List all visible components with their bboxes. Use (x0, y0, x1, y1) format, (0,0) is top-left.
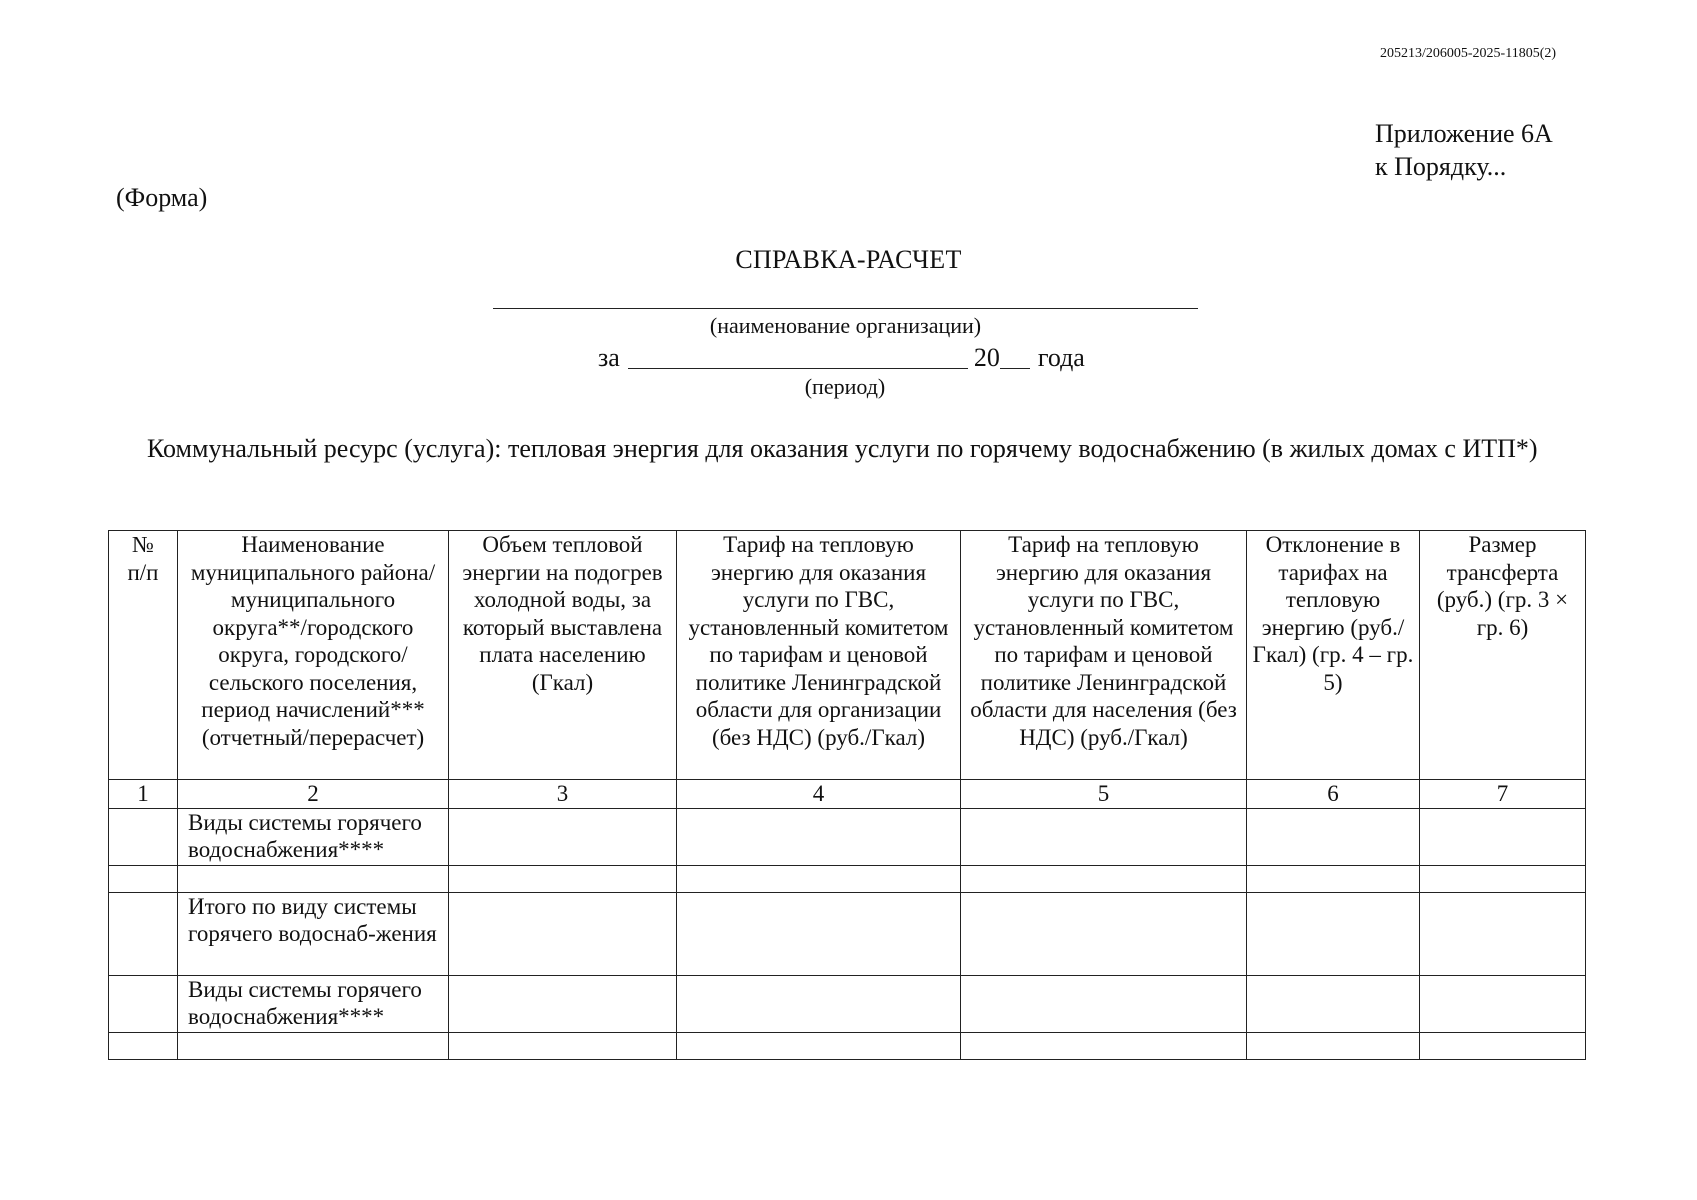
table-cell (449, 808, 677, 865)
table-cell (961, 808, 1247, 865)
column-number: 2 (178, 780, 449, 809)
period-row (598, 342, 1085, 373)
header-text: Размер трансферта (руб.) (гр. 3 × гр. 6) (1436, 532, 1569, 640)
table-row (109, 892, 1586, 975)
table-cell (449, 1032, 677, 1059)
table-row (109, 865, 1586, 892)
table-cell (1247, 892, 1420, 975)
organization-blank-line (493, 308, 1198, 309)
period-blank-line (628, 342, 968, 369)
row-label: Итого по виду системы горячего водоснаб-жения (178, 892, 449, 975)
table-cell (1420, 975, 1586, 1032)
table-cell (449, 975, 677, 1032)
header-cell (109, 531, 178, 780)
page-title (0, 245, 1697, 275)
column-number: 5 (961, 780, 1247, 809)
table-cell (1420, 892, 1586, 975)
column-number: 6 (1247, 780, 1420, 809)
header-cell (1420, 531, 1586, 780)
table-cell (1420, 808, 1586, 865)
table-row (109, 1032, 1586, 1059)
table-cell (109, 975, 178, 1032)
column-number: 7 (1420, 780, 1586, 809)
header-text: Отклонение в тарифах на тепловую энергию (руб./Гкал) (гр. 4 – гр. 5) (1252, 532, 1414, 695)
appendix-reference (1375, 117, 1553, 183)
header-cell (961, 531, 1247, 780)
column-number: 4 (677, 780, 961, 809)
year-prefix: 20 (973, 343, 1000, 372)
period-prefix: за (598, 343, 620, 372)
period-caption: (период) (804, 374, 886, 399)
header-text: Тариф на тепловую энергию для оказания услуги по ГВС, установленный комитетом по тарифам и ценовой политике Ленинградской области для населения (без НДС) (руб./Гкал) (970, 532, 1237, 750)
row-label: Виды системы горячего водоснабжения**** (178, 808, 449, 865)
table-cell (109, 892, 178, 975)
organization-caption: (наименование организации) (709, 313, 982, 338)
table-cell (1247, 808, 1420, 865)
header-cell (449, 531, 677, 780)
row-label: Виды системы горячего водоснабжения**** (178, 975, 449, 1032)
year-blank-line (1000, 342, 1030, 369)
table-header-row (109, 531, 1586, 780)
table-cell (961, 1032, 1247, 1059)
table-cell (677, 892, 961, 975)
document-id: 205213/206005-2025-11805(2) (1380, 46, 1557, 61)
table-cell (449, 892, 677, 975)
appendix-line-2: к Порядку... (1375, 152, 1507, 181)
table-cell (961, 892, 1247, 975)
table-cell (677, 865, 961, 892)
row-label (178, 1032, 449, 1059)
header-text: Наименование муниципального района/муниципального округа**/городского округа, городского/ сельского поселения, период начислений*** (отчетный/перерасчет) (190, 532, 436, 750)
period-suffix: года (1037, 343, 1085, 372)
table-cell (109, 865, 178, 892)
column-number: 3 (449, 780, 677, 809)
row-label (178, 865, 449, 892)
header-text: Тариф на тепловую энергию для оказания услуги по ГВС, установленный комитетом по тарифам и ценовой политике Ленинградской области для организации (без НДС) (руб./Гкал) (688, 532, 949, 750)
calculation-table (108, 530, 1586, 1060)
appendix-line-1: Приложение 6А (1375, 119, 1553, 148)
table-cell (449, 865, 677, 892)
table-cell (1247, 975, 1420, 1032)
header-text: Объем тепловой энергии на подогрев холодной воды, за который выставлена плата населению (Гкал) (462, 532, 663, 695)
table-cell (677, 1032, 961, 1059)
header-cell (1247, 531, 1420, 780)
table-cell (109, 808, 178, 865)
table-cell (961, 865, 1247, 892)
resource-description: Коммунальный ресурс (услуга): тепловая энергия для оказания услуги по горячему водоснабжению (в жилых домах с ИТП*) (147, 434, 1538, 463)
title-text: СПРАВКА-РАСЧЕТ (735, 245, 962, 274)
table-cell (109, 1032, 178, 1059)
table-cell (677, 808, 961, 865)
table-cell (961, 975, 1247, 1032)
column-number: 1 (109, 780, 178, 809)
column-number-row (109, 780, 1586, 809)
table-cell (1420, 865, 1586, 892)
header-cell (178, 531, 449, 780)
header-text: № п/п (127, 532, 159, 585)
table-cell (677, 975, 961, 1032)
table-cell (1420, 1032, 1586, 1059)
form-label: (Форма) (116, 183, 208, 212)
table-cell (1247, 865, 1420, 892)
table-row (109, 808, 1586, 865)
table-row (109, 975, 1586, 1032)
table-cell (1247, 1032, 1420, 1059)
header-cell (677, 531, 961, 780)
